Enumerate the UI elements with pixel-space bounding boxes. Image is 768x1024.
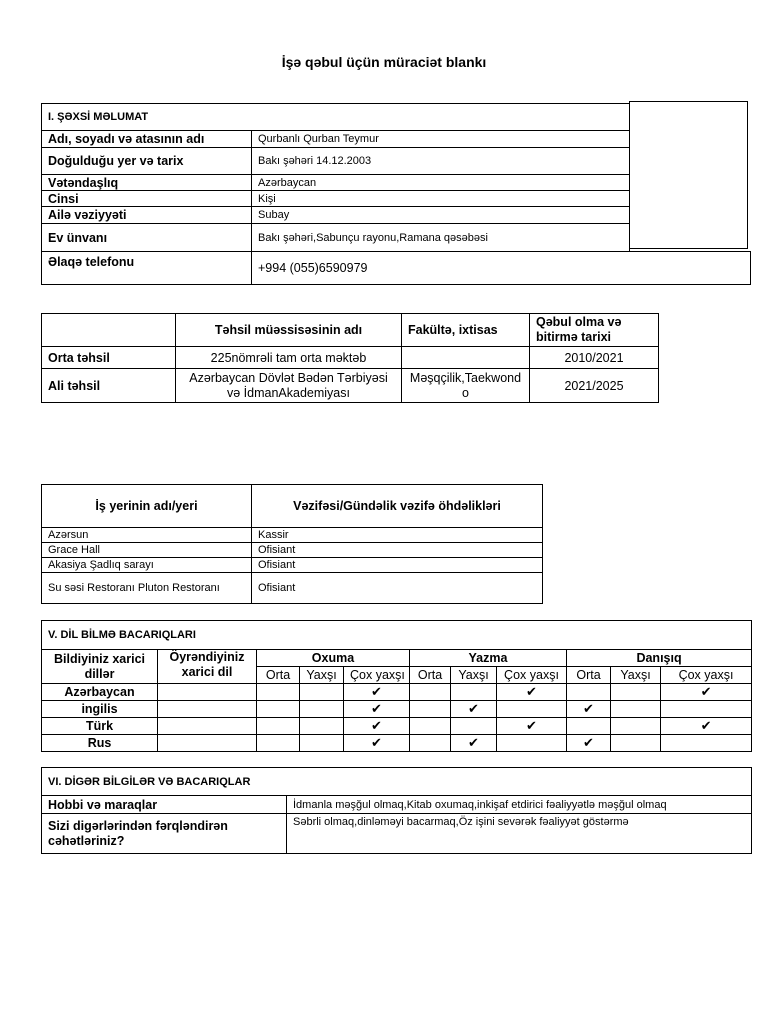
full-name-value: Qurbanlı Qurban Teymur bbox=[252, 131, 630, 148]
empty-cell bbox=[611, 684, 661, 701]
work-position: Ofisiant bbox=[252, 573, 543, 604]
learning-language bbox=[158, 735, 257, 752]
empty-cell bbox=[410, 718, 451, 735]
distinguishing-value: Səbrli olmaq,dinləməyi bacarmaq,Öz işini sevərək fəaliyyət göstərmə bbox=[287, 814, 752, 854]
work-header-position: Vəzifəsi/Gündəlik vəzifə öhdəlikləri bbox=[252, 485, 543, 528]
form-title: İşə qəbul üçün müraciət blankı bbox=[281, 54, 487, 70]
check-mark-icon: ✔ bbox=[497, 684, 567, 701]
language-name: ingilis bbox=[42, 701, 158, 718]
work-place: Akasiya Şadlıq sarayı bbox=[42, 558, 252, 573]
edu-dates: 2010/2021 bbox=[530, 347, 659, 369]
level-header: Çox yaxşı bbox=[344, 667, 410, 684]
empty-cell bbox=[257, 718, 300, 735]
citizenship-label: Vətəndaşlıq bbox=[42, 175, 252, 191]
lang-group-reading: Oxuma bbox=[257, 650, 410, 667]
check-mark-icon: ✔ bbox=[567, 701, 611, 718]
work-header-place: İş yerinin adı/yeri bbox=[42, 485, 252, 528]
personal-section-header: I. ŞƏXSİ MƏLUMAT bbox=[42, 104, 630, 131]
level-header: Çox yaxşı bbox=[661, 667, 752, 684]
empty-cell bbox=[567, 718, 611, 735]
empty-cell bbox=[661, 701, 752, 718]
language-name: Rus bbox=[42, 735, 158, 752]
citizenship-value: Azərbaycan bbox=[252, 175, 630, 191]
check-mark-icon: ✔ bbox=[661, 718, 752, 735]
phone-label: Əlaqə telefonu bbox=[42, 252, 252, 285]
empty-cell bbox=[661, 735, 752, 752]
empty-cell bbox=[257, 701, 300, 718]
hobbies-label: Hobbi və maraqlar bbox=[42, 796, 287, 814]
empty-cell bbox=[300, 701, 344, 718]
empty-cell bbox=[611, 701, 661, 718]
edu-dates: 2021/2025 bbox=[530, 369, 659, 403]
empty-cell bbox=[497, 701, 567, 718]
birth-label: Doğulduğu yer və tarix bbox=[42, 148, 252, 175]
marital-status-label: Ailə vəziyyəti bbox=[42, 207, 252, 224]
address-value: Bakı şəhəri,Sabunçu rayonu,Ramana qəsəbəsi bbox=[252, 224, 630, 252]
distinguishing-label: Sizi digərlərindən fərqləndirən cəhətləriniz? bbox=[42, 814, 287, 854]
learning-language bbox=[158, 718, 257, 735]
level-header: Yaxşı bbox=[451, 667, 497, 684]
empty-cell bbox=[611, 735, 661, 752]
check-mark-icon: ✔ bbox=[451, 701, 497, 718]
edu-level: Ali təhsil bbox=[42, 369, 176, 403]
lang-col-known: Bildiyiniz xarici dillər bbox=[42, 650, 158, 684]
level-header: Orta bbox=[257, 667, 300, 684]
empty-cell bbox=[300, 735, 344, 752]
check-mark-icon: ✔ bbox=[344, 735, 410, 752]
lang-group-writing: Yazma bbox=[410, 650, 567, 667]
empty-cell bbox=[410, 735, 451, 752]
personal-info-table bbox=[41, 103, 751, 285]
empty-cell bbox=[410, 684, 451, 701]
empty-cell bbox=[257, 684, 300, 701]
check-mark-icon: ✔ bbox=[451, 735, 497, 752]
gender-label: Cinsi bbox=[42, 191, 252, 207]
empty-cell bbox=[451, 684, 497, 701]
check-mark-icon: ✔ bbox=[344, 701, 410, 718]
gender-value: Kişi bbox=[252, 191, 630, 207]
language-row bbox=[42, 718, 752, 735]
level-header: Yaxşı bbox=[300, 667, 344, 684]
education-table bbox=[41, 313, 659, 403]
empty-cell bbox=[300, 684, 344, 701]
edu-faculty: Məşqçilik,Taekwondo bbox=[402, 369, 530, 403]
empty-cell bbox=[300, 718, 344, 735]
other-skills-table bbox=[41, 767, 752, 854]
work-table bbox=[41, 484, 543, 604]
check-mark-icon: ✔ bbox=[661, 684, 752, 701]
empty-cell bbox=[567, 684, 611, 701]
empty-cell bbox=[611, 718, 661, 735]
check-mark-icon: ✔ bbox=[344, 684, 410, 701]
birth-value: Bakı şəhəri 14.12.2003 bbox=[252, 148, 630, 175]
other-section-header: VI. DİGƏR BİLGİLƏR VƏ BACARIQLAR bbox=[42, 768, 752, 796]
language-row bbox=[42, 684, 752, 701]
language-section-header: V. DİL BİLMƏ BACARIQLARI bbox=[42, 621, 752, 650]
edu-level: Orta təhsil bbox=[42, 347, 176, 369]
edu-institution: 225nömrəli tam orta məktəb bbox=[176, 347, 402, 369]
full-name-label: Adı, soyadı və atasının adı bbox=[42, 131, 252, 148]
work-place: Grace Hall bbox=[42, 543, 252, 558]
level-header: Yaxşı bbox=[611, 667, 661, 684]
lang-col-learning: Öyrəndiyiniz xarici dil bbox=[158, 650, 257, 684]
work-place: Su səsi Restoranı Pluton Restoranı bbox=[42, 573, 252, 604]
work-place: Azərsun bbox=[42, 528, 252, 543]
empty-cell bbox=[497, 735, 567, 752]
learning-language bbox=[158, 684, 257, 701]
work-position: Ofisiant bbox=[252, 543, 543, 558]
edu-faculty bbox=[402, 347, 530, 369]
address-label: Ev ünvanı bbox=[42, 224, 252, 252]
phone-value: +994 (055)6590979 bbox=[252, 252, 751, 285]
edu-header-faculty: Fakültə, ixtisas bbox=[402, 314, 530, 347]
hobbies-value: İdmanla məşğul olmaq,Kitab oxumaq,inkişaf etdirici fəaliyyətlə məşğul olmaq bbox=[287, 796, 752, 814]
learning-language bbox=[158, 701, 257, 718]
empty-cell bbox=[410, 701, 451, 718]
edu-header-dates: Qəbul olma və bitirmə tarixi bbox=[530, 314, 659, 347]
language-name: Türk bbox=[42, 718, 158, 735]
empty-cell bbox=[257, 735, 300, 752]
level-header: Çox yaxşı bbox=[497, 667, 567, 684]
check-mark-icon: ✔ bbox=[497, 718, 567, 735]
edu-header-institution: Təhsil müəssisəsinin adı bbox=[176, 314, 402, 347]
edu-institution: Azərbaycan Dövlət Bədən Tərbiyəsi və İdmanAkademiyası bbox=[176, 369, 402, 403]
marital-status-value: Subay bbox=[252, 207, 630, 224]
language-row bbox=[42, 701, 752, 718]
check-mark-icon: ✔ bbox=[344, 718, 410, 735]
language-row bbox=[42, 735, 752, 752]
level-header: Orta bbox=[567, 667, 611, 684]
work-position: Kassir bbox=[252, 528, 543, 543]
level-header: Orta bbox=[410, 667, 451, 684]
check-mark-icon: ✔ bbox=[567, 735, 611, 752]
language-name: Azərbaycan bbox=[42, 684, 158, 701]
empty-cell bbox=[451, 718, 497, 735]
language-table bbox=[41, 620, 752, 752]
lang-group-speaking: Danışıq bbox=[567, 650, 752, 667]
work-position: Ofisiant bbox=[252, 558, 543, 573]
